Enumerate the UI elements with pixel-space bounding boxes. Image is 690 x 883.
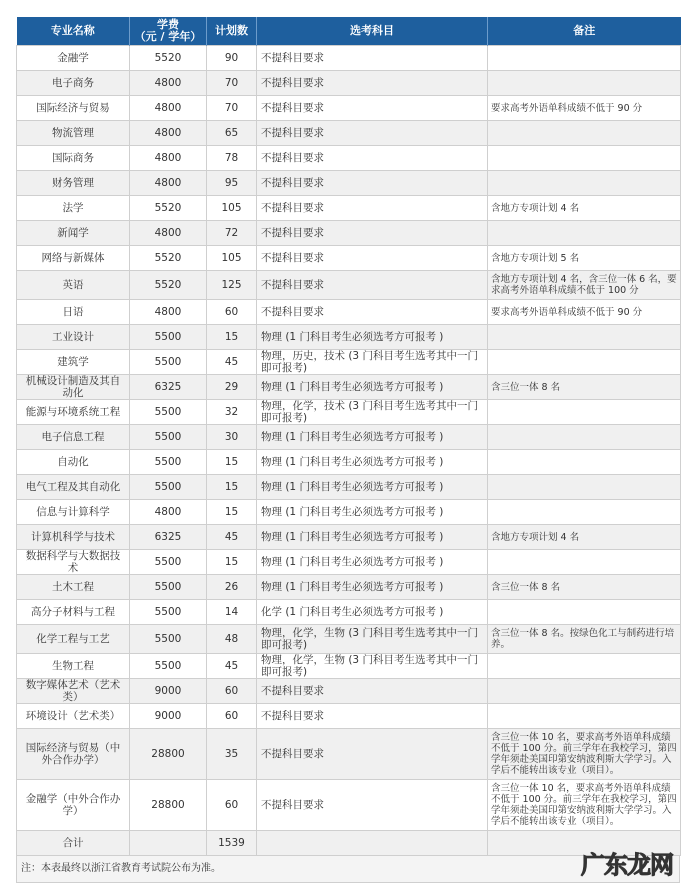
cell-tuition: 28800 bbox=[130, 780, 207, 831]
cell-quota: 45 bbox=[207, 654, 257, 679]
header-notes: 备注 bbox=[488, 17, 681, 46]
header-tuition bbox=[130, 17, 207, 46]
cell-tuition: 6325 bbox=[130, 375, 207, 400]
table-row bbox=[17, 121, 681, 146]
total-quota: 1539 bbox=[207, 831, 257, 856]
cell-tuition: 9000 bbox=[130, 704, 207, 729]
cell-subjects: 化学 (1 门科目考生必须选考方可报考 ) bbox=[257, 600, 488, 625]
cell-major: 金融学 bbox=[17, 46, 130, 71]
cell-subjects: 物理 (1 门科目考生必须选考方可报考 ) bbox=[257, 325, 488, 350]
cell-notes bbox=[488, 171, 681, 196]
cell-major: 国际经济与贸易（中外合作办学） bbox=[17, 729, 130, 780]
table-row bbox=[17, 475, 681, 500]
cell-tuition: 4800 bbox=[130, 221, 207, 246]
cell-notes bbox=[488, 450, 681, 475]
table-row bbox=[17, 46, 681, 71]
table-row bbox=[17, 271, 681, 300]
cell-tuition: 5500 bbox=[130, 550, 207, 575]
cell-quota: 70 bbox=[207, 71, 257, 96]
cell-tuition: 4800 bbox=[130, 300, 207, 325]
cell-tuition: 4800 bbox=[130, 500, 207, 525]
total-tuition bbox=[130, 831, 207, 856]
table-row bbox=[17, 400, 681, 425]
total-subjects bbox=[257, 831, 488, 856]
cell-quota: 105 bbox=[207, 196, 257, 221]
cell-notes bbox=[488, 600, 681, 625]
cell-subjects: 不提科目要求 bbox=[257, 780, 488, 831]
header-subjects: 选考科目 bbox=[257, 17, 488, 46]
cell-notes: 含三位一体 8 名 bbox=[488, 575, 681, 600]
cell-major: 计算机科学与技术 bbox=[17, 525, 130, 550]
cell-tuition: 5500 bbox=[130, 625, 207, 654]
header-tuition-line2: （元 / 学年） bbox=[134, 30, 202, 43]
cell-tuition: 5500 bbox=[130, 600, 207, 625]
cell-quota: 15 bbox=[207, 500, 257, 525]
cell-notes: 含地方专项计划 4 名 bbox=[488, 196, 681, 221]
cell-subjects: 不提科目要求 bbox=[257, 221, 488, 246]
cell-notes: 要求高考外语单科成绩不低于 90 分 bbox=[488, 300, 681, 325]
cell-tuition: 5520 bbox=[130, 46, 207, 71]
cell-quota: 15 bbox=[207, 325, 257, 350]
cell-tuition: 5500 bbox=[130, 350, 207, 375]
cell-quota: 45 bbox=[207, 525, 257, 550]
cell-quota: 26 bbox=[207, 575, 257, 600]
cell-subjects: 物理 (1 门科目考生必须选考方可报考 ) bbox=[257, 475, 488, 500]
cell-major: 物流管理 bbox=[17, 121, 130, 146]
table-row bbox=[17, 375, 681, 400]
cell-notes bbox=[488, 654, 681, 679]
header-tuition-line1: 学费 bbox=[157, 18, 179, 31]
table-row bbox=[17, 679, 681, 704]
cell-quota: 60 bbox=[207, 300, 257, 325]
table-row bbox=[17, 550, 681, 575]
table-row bbox=[17, 196, 681, 221]
table-row bbox=[17, 246, 681, 271]
table-header-row bbox=[17, 17, 681, 46]
table-row bbox=[17, 729, 681, 780]
table-row bbox=[17, 500, 681, 525]
cell-notes bbox=[488, 500, 681, 525]
cell-quota: 65 bbox=[207, 121, 257, 146]
cell-quota: 14 bbox=[207, 600, 257, 625]
cell-subjects: 不提科目要求 bbox=[257, 704, 488, 729]
admission-plan-table-container bbox=[16, 17, 680, 883]
table-row bbox=[17, 96, 681, 121]
cell-notes bbox=[488, 475, 681, 500]
cell-subjects: 不提科目要求 bbox=[257, 729, 488, 780]
cell-quota: 78 bbox=[207, 146, 257, 171]
cell-major: 数字媒体艺术（艺术类） bbox=[17, 679, 130, 704]
cell-subjects: 物理，化学，生物 (3 门科目考生选考其中一门即可报考) bbox=[257, 625, 488, 654]
cell-notes: 含地方专项计划 4 名，含三位一体 6 名，要求高考外语单科成绩不低于 100 分 bbox=[488, 271, 681, 300]
table-row bbox=[17, 625, 681, 654]
cell-major: 化学工程与工艺 bbox=[17, 625, 130, 654]
cell-major: 新闻学 bbox=[17, 221, 130, 246]
cell-notes bbox=[488, 46, 681, 71]
cell-quota: 95 bbox=[207, 171, 257, 196]
cell-tuition: 6325 bbox=[130, 525, 207, 550]
cell-tuition: 4800 bbox=[130, 121, 207, 146]
cell-subjects: 物理 (1 门科目考生必须选考方可报考 ) bbox=[257, 500, 488, 525]
cell-major: 能源与环境系统工程 bbox=[17, 400, 130, 425]
table-row bbox=[17, 525, 681, 550]
table-row bbox=[17, 71, 681, 96]
cell-subjects: 不提科目要求 bbox=[257, 146, 488, 171]
cell-quota: 48 bbox=[207, 625, 257, 654]
cell-major: 日语 bbox=[17, 300, 130, 325]
cell-notes: 含三位一体 10 名，要求高考外语单科成绩不低于 100 分。前三学年在我校学习，第四学年须赴美国印第安纳波利斯大学学习。入学后不能转出该专业（项目）。 bbox=[488, 729, 681, 780]
cell-subjects: 不提科目要求 bbox=[257, 246, 488, 271]
table-row bbox=[17, 600, 681, 625]
cell-notes: 含三位一体 10 名，要求高考外语单科成绩不低于 100 分。前三学年在我校学习，第四学年须赴美国印第安纳波利斯大学学习。入学后不能转出该专业（项目）。 bbox=[488, 780, 681, 831]
cell-tuition: 4800 bbox=[130, 96, 207, 121]
cell-quota: 125 bbox=[207, 271, 257, 300]
cell-tuition: 5500 bbox=[130, 400, 207, 425]
cell-notes bbox=[488, 121, 681, 146]
cell-major: 电子信息工程 bbox=[17, 425, 130, 450]
table-row bbox=[17, 221, 681, 246]
table-body bbox=[17, 46, 681, 856]
cell-quota: 30 bbox=[207, 425, 257, 450]
cell-subjects: 物理 (1 门科目考生必须选考方可报考 ) bbox=[257, 425, 488, 450]
cell-subjects: 不提科目要求 bbox=[257, 679, 488, 704]
cell-quota: 70 bbox=[207, 96, 257, 121]
cell-subjects: 物理，历史，技术 (3 门科目考生选考其中一门即可报考) bbox=[257, 350, 488, 375]
cell-quota: 45 bbox=[207, 350, 257, 375]
cell-quota: 60 bbox=[207, 679, 257, 704]
cell-subjects: 物理，化学，生物 (3 门科目考生选考其中一门即可报考) bbox=[257, 654, 488, 679]
cell-notes bbox=[488, 704, 681, 729]
cell-major: 生物工程 bbox=[17, 654, 130, 679]
cell-notes bbox=[488, 221, 681, 246]
cell-major: 金融学（中外合作办学） bbox=[17, 780, 130, 831]
cell-notes bbox=[488, 400, 681, 425]
cell-major: 网络与新媒体 bbox=[17, 246, 130, 271]
cell-quota: 32 bbox=[207, 400, 257, 425]
cell-tuition: 5500 bbox=[130, 654, 207, 679]
cell-quota: 15 bbox=[207, 450, 257, 475]
admission-plan-table bbox=[16, 17, 681, 856]
cell-quota: 15 bbox=[207, 475, 257, 500]
header-major: 专业名称 bbox=[17, 17, 130, 46]
cell-quota: 60 bbox=[207, 780, 257, 831]
cell-major: 自动化 bbox=[17, 450, 130, 475]
cell-notes bbox=[488, 71, 681, 96]
cell-major: 法学 bbox=[17, 196, 130, 221]
cell-quota: 15 bbox=[207, 550, 257, 575]
cell-subjects: 不提科目要求 bbox=[257, 71, 488, 96]
cell-subjects: 物理 (1 门科目考生必须选考方可报考 ) bbox=[257, 450, 488, 475]
cell-tuition: 28800 bbox=[130, 729, 207, 780]
cell-tuition: 5500 bbox=[130, 425, 207, 450]
cell-notes bbox=[488, 550, 681, 575]
table-row bbox=[17, 146, 681, 171]
table-row bbox=[17, 171, 681, 196]
cell-tuition: 5500 bbox=[130, 575, 207, 600]
cell-quota: 105 bbox=[207, 246, 257, 271]
table-row bbox=[17, 654, 681, 679]
cell-quota: 90 bbox=[207, 46, 257, 71]
cell-notes: 含地方专项计划 5 名 bbox=[488, 246, 681, 271]
table-row bbox=[17, 575, 681, 600]
cell-notes bbox=[488, 679, 681, 704]
cell-major: 英语 bbox=[17, 271, 130, 300]
cell-tuition: 9000 bbox=[130, 679, 207, 704]
cell-major: 信息与计算科学 bbox=[17, 500, 130, 525]
cell-tuition: 4800 bbox=[130, 146, 207, 171]
cell-major: 机械设计制造及其自动化 bbox=[17, 375, 130, 400]
total-label: 合计 bbox=[17, 831, 130, 856]
cell-subjects: 物理 (1 门科目考生必须选考方可报考 ) bbox=[257, 375, 488, 400]
cell-major: 数据科学与大数据技术 bbox=[17, 550, 130, 575]
cell-quota: 29 bbox=[207, 375, 257, 400]
cell-major: 财务管理 bbox=[17, 171, 130, 196]
cell-notes bbox=[488, 146, 681, 171]
cell-major: 高分子材料与工程 bbox=[17, 600, 130, 625]
cell-tuition: 5500 bbox=[130, 475, 207, 500]
cell-subjects: 物理 (1 门科目考生必须选考方可报考 ) bbox=[257, 525, 488, 550]
cell-subjects: 不提科目要求 bbox=[257, 121, 488, 146]
cell-tuition: 5520 bbox=[130, 196, 207, 221]
cell-notes bbox=[488, 350, 681, 375]
cell-quota: 72 bbox=[207, 221, 257, 246]
cell-subjects: 不提科目要求 bbox=[257, 196, 488, 221]
cell-tuition: 5500 bbox=[130, 325, 207, 350]
cell-tuition: 4800 bbox=[130, 171, 207, 196]
cell-quota: 60 bbox=[207, 704, 257, 729]
table-row bbox=[17, 325, 681, 350]
cell-subjects: 物理 (1 门科目考生必须选考方可报考 ) bbox=[257, 550, 488, 575]
cell-quota: 35 bbox=[207, 729, 257, 780]
cell-major: 环境设计（艺术类） bbox=[17, 704, 130, 729]
cell-major: 电子商务 bbox=[17, 71, 130, 96]
cell-notes bbox=[488, 425, 681, 450]
cell-major: 电气工程及其自动化 bbox=[17, 475, 130, 500]
cell-notes bbox=[488, 325, 681, 350]
cell-notes: 含三位一体 8 名。按绿色化工与制药进行培养。 bbox=[488, 625, 681, 654]
cell-notes: 要求高考外语单科成绩不低于 90 分 bbox=[488, 96, 681, 121]
header-quota: 计划数 bbox=[207, 17, 257, 46]
table-row bbox=[17, 780, 681, 831]
cell-notes: 含地方专项计划 4 名 bbox=[488, 525, 681, 550]
table-row bbox=[17, 300, 681, 325]
cell-major: 建筑学 bbox=[17, 350, 130, 375]
cell-subjects: 不提科目要求 bbox=[257, 300, 488, 325]
cell-major: 工业设计 bbox=[17, 325, 130, 350]
table-row bbox=[17, 425, 681, 450]
cell-subjects: 物理，化学，技术 (3 门科目考生选考其中一门即可报考) bbox=[257, 400, 488, 425]
footnote-text: 注：本表最终以浙江省教育考试院公布为准。 bbox=[21, 863, 221, 874]
cell-subjects: 物理 (1 门科目考生必须选考方可报考 ) bbox=[257, 575, 488, 600]
footnote bbox=[16, 851, 680, 883]
table-row bbox=[17, 704, 681, 729]
watermark-logo: 广东龙网 bbox=[581, 851, 673, 879]
cell-tuition: 5520 bbox=[130, 246, 207, 271]
cell-major: 国际商务 bbox=[17, 146, 130, 171]
cell-tuition: 5520 bbox=[130, 271, 207, 300]
cell-subjects: 不提科目要求 bbox=[257, 96, 488, 121]
cell-subjects: 不提科目要求 bbox=[257, 271, 488, 300]
cell-notes: 含三位一体 8 名 bbox=[488, 375, 681, 400]
cell-tuition: 4800 bbox=[130, 71, 207, 96]
cell-tuition: 5500 bbox=[130, 450, 207, 475]
cell-major: 国际经济与贸易 bbox=[17, 96, 130, 121]
cell-major: 土木工程 bbox=[17, 575, 130, 600]
cell-subjects: 不提科目要求 bbox=[257, 171, 488, 196]
table-row bbox=[17, 450, 681, 475]
cell-subjects: 不提科目要求 bbox=[257, 46, 488, 71]
table-row bbox=[17, 350, 681, 375]
